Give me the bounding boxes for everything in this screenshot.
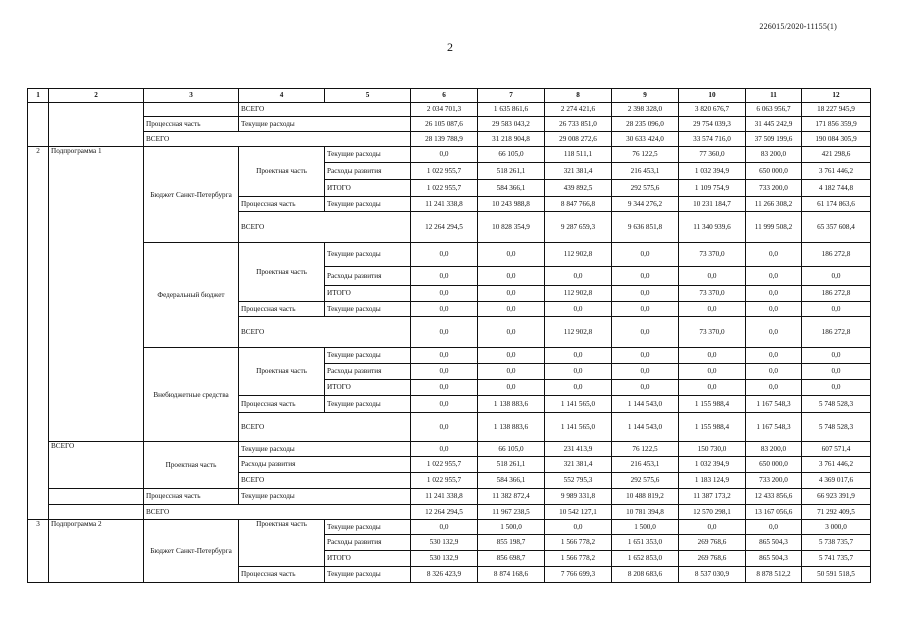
value-cell: 856 698,7 bbox=[478, 551, 545, 567]
row-label: Текущие расходы bbox=[325, 348, 411, 364]
value-cell: 3 761 446,2 bbox=[802, 163, 871, 180]
value-cell: 9 344 276,2 bbox=[612, 197, 679, 212]
value-cell: 71 292 409,5 bbox=[802, 505, 871, 520]
value-cell: 5 738 735,7 bbox=[802, 535, 871, 551]
value-cell: 865 504,3 bbox=[746, 535, 802, 551]
value-cell: 0,0 bbox=[746, 380, 802, 396]
value-cell: 9 636 851,8 bbox=[612, 212, 679, 243]
row-label: Текущие расходы bbox=[325, 567, 411, 583]
value-cell: 0,0 bbox=[612, 302, 679, 317]
value-cell: 1 022 955,7 bbox=[411, 163, 478, 180]
value-cell: 0,0 bbox=[478, 243, 545, 267]
row-label: Процессная часть bbox=[144, 489, 239, 505]
value-cell: 0,0 bbox=[545, 380, 612, 396]
value-cell: 0,0 bbox=[545, 520, 612, 535]
value-cell: 76 122,5 bbox=[612, 442, 679, 457]
value-cell: 1 566 778,2 bbox=[545, 551, 612, 567]
value-cell: 0,0 bbox=[478, 286, 545, 302]
value-cell: 0,0 bbox=[802, 364, 871, 380]
row-label: Расходы развития bbox=[325, 364, 411, 380]
row-label: Текущие расходы bbox=[325, 147, 411, 163]
col-header: 1 bbox=[28, 89, 49, 103]
row-label: Текущие расходы bbox=[325, 243, 411, 267]
value-cell: 26 105 087,6 bbox=[411, 117, 478, 132]
cell-empty bbox=[49, 103, 144, 147]
value-cell: 11 999 508,2 bbox=[746, 212, 802, 243]
table-row bbox=[28, 489, 871, 505]
value-cell: 650 000,0 bbox=[746, 163, 802, 180]
value-cell: 150 730,0 bbox=[679, 442, 746, 457]
value-cell: 73 370,0 bbox=[679, 317, 746, 348]
value-cell: 10 243 988,8 bbox=[478, 197, 545, 212]
value-cell: 1 022 955,7 bbox=[411, 473, 478, 489]
value-cell: 0,0 bbox=[679, 348, 746, 364]
table-row bbox=[28, 520, 871, 535]
funding-source: Внебюджетные средства bbox=[144, 348, 239, 442]
value-cell: 421 298,6 bbox=[802, 147, 871, 163]
value-cell: 3 820 676,7 bbox=[679, 103, 746, 117]
value-cell: 83 200,0 bbox=[746, 147, 802, 163]
value-cell: 439 892,5 bbox=[545, 180, 612, 197]
subprogram-name: Подпрограмма 2 bbox=[49, 520, 144, 583]
value-cell: 1 155 988,4 bbox=[679, 396, 746, 413]
value-cell: 11 266 308,2 bbox=[746, 197, 802, 212]
col-header: 7 bbox=[478, 89, 545, 103]
value-cell: 10 828 354,9 bbox=[478, 212, 545, 243]
row-label: Текущие расходы bbox=[325, 302, 411, 317]
value-cell: 269 768,6 bbox=[679, 535, 746, 551]
value-cell: 0,0 bbox=[612, 348, 679, 364]
col-header: 10 bbox=[679, 89, 746, 103]
row-label: Проектная часть bbox=[239, 520, 325, 567]
col-header: 5 bbox=[325, 89, 411, 103]
table-row bbox=[28, 505, 871, 520]
value-cell: 2 034 701,3 bbox=[411, 103, 478, 117]
col-header: 11 bbox=[746, 89, 802, 103]
value-cell: 3 761 446,2 bbox=[802, 457, 871, 473]
row-label: ИТОГО bbox=[325, 380, 411, 396]
value-cell: 8 326 423,9 bbox=[411, 567, 478, 583]
value-cell: 0,0 bbox=[746, 520, 802, 535]
row-label: ВСЕГО bbox=[49, 442, 144, 489]
col-header: 12 bbox=[802, 89, 871, 103]
value-cell: 12 264 294,5 bbox=[411, 505, 478, 520]
value-cell: 83 200,0 bbox=[746, 442, 802, 457]
col-header: 9 bbox=[612, 89, 679, 103]
value-cell: 73 370,0 bbox=[679, 286, 746, 302]
value-cell: 0,0 bbox=[802, 380, 871, 396]
value-cell: 11 387 173,2 bbox=[679, 489, 746, 505]
cell-empty bbox=[144, 103, 239, 117]
value-cell: 11 340 939,6 bbox=[679, 212, 746, 243]
value-cell: 518 261,1 bbox=[478, 457, 545, 473]
value-cell: 11 382 872,4 bbox=[478, 489, 545, 505]
value-cell: 10 231 184,7 bbox=[679, 197, 746, 212]
value-cell: 112 902,8 bbox=[545, 243, 612, 267]
value-cell: 66 923 391,9 bbox=[802, 489, 871, 505]
value-cell: 1 155 988,4 bbox=[679, 413, 746, 442]
value-cell: 13 167 056,6 bbox=[746, 505, 802, 520]
value-cell: 530 132,9 bbox=[411, 535, 478, 551]
value-cell: 118 511,1 bbox=[545, 147, 612, 163]
value-cell: 1 183 124,9 bbox=[679, 473, 746, 489]
row-label: Текущие расходы bbox=[239, 117, 411, 132]
value-cell: 10 488 819,2 bbox=[612, 489, 679, 505]
row-label: ВСЕГО bbox=[239, 473, 411, 489]
value-cell: 10 781 394,8 bbox=[612, 505, 679, 520]
value-cell: 1 651 353,0 bbox=[612, 535, 679, 551]
row-label: ИТОГО bbox=[325, 180, 411, 197]
cell-empty bbox=[28, 103, 49, 147]
row-label: ВСЕГО bbox=[239, 212, 411, 243]
row-label: Текущие расходы bbox=[239, 489, 411, 505]
value-cell: 1 141 565,0 bbox=[545, 413, 612, 442]
value-cell: 584 366,1 bbox=[478, 473, 545, 489]
row-label: Проектная часть bbox=[239, 348, 325, 396]
value-cell: 1 141 565,0 bbox=[545, 396, 612, 413]
value-cell: 865 504,3 bbox=[746, 551, 802, 567]
table-row bbox=[28, 103, 871, 117]
value-cell: 4 182 744,8 bbox=[802, 180, 871, 197]
value-cell: 0,0 bbox=[679, 364, 746, 380]
page-number: 2 bbox=[447, 40, 453, 54]
value-cell: 530 132,9 bbox=[411, 551, 478, 567]
value-cell: 186 272,8 bbox=[802, 317, 871, 348]
value-cell: 5 741 735,7 bbox=[802, 551, 871, 567]
value-cell: 0,0 bbox=[802, 267, 871, 286]
value-cell: 1 167 548,3 bbox=[746, 396, 802, 413]
row-label: Процессная часть bbox=[239, 197, 325, 212]
row-label: Текущие расходы bbox=[239, 442, 411, 457]
row-label: ВСЕГО bbox=[144, 505, 411, 520]
value-cell: 0,0 bbox=[746, 243, 802, 267]
value-cell: 1 138 883,6 bbox=[478, 413, 545, 442]
value-cell: 76 122,5 bbox=[612, 147, 679, 163]
value-cell: 1 032 394,9 bbox=[679, 457, 746, 473]
value-cell: 12 433 856,6 bbox=[746, 489, 802, 505]
value-cell: 1 032 394,9 bbox=[679, 163, 746, 180]
value-cell: 186 272,8 bbox=[802, 286, 871, 302]
value-cell: 77 360,0 bbox=[679, 147, 746, 163]
value-cell: 7 766 699,3 bbox=[545, 567, 612, 583]
row-label: Текущие расходы bbox=[325, 396, 411, 413]
value-cell: 0,0 bbox=[679, 302, 746, 317]
funding-source: Бюджет Санкт-Петербурга bbox=[144, 520, 239, 583]
value-cell: 0,0 bbox=[411, 380, 478, 396]
value-cell: 0,0 bbox=[478, 317, 545, 348]
value-cell: 50 591 518,5 bbox=[802, 567, 871, 583]
value-cell: 0,0 bbox=[802, 348, 871, 364]
value-cell: 1 167 548,3 bbox=[746, 413, 802, 442]
value-cell: 0,0 bbox=[746, 317, 802, 348]
value-cell: 29 008 272,6 bbox=[545, 132, 612, 147]
value-cell: 66 105,0 bbox=[478, 147, 545, 163]
value-cell: 8 847 766,8 bbox=[545, 197, 612, 212]
value-cell: 0,0 bbox=[612, 286, 679, 302]
value-cell: 1 022 955,7 bbox=[411, 457, 478, 473]
row-label: Процессная часть bbox=[239, 302, 325, 317]
value-cell: 0,0 bbox=[411, 267, 478, 286]
value-cell: 269 768,6 bbox=[679, 551, 746, 567]
value-cell: 650 000,0 bbox=[746, 457, 802, 473]
value-cell: 0,0 bbox=[411, 396, 478, 413]
value-cell: 216 453,1 bbox=[612, 163, 679, 180]
value-cell: 0,0 bbox=[411, 348, 478, 364]
value-cell: 0,0 bbox=[411, 243, 478, 267]
value-cell: 1 652 853,0 bbox=[612, 551, 679, 567]
row-label: Текущие расходы bbox=[325, 520, 411, 535]
col-header: 6 bbox=[411, 89, 478, 103]
value-cell: 216 453,1 bbox=[612, 457, 679, 473]
value-cell: 12 570 298,1 bbox=[679, 505, 746, 520]
row-label: ВСЕГО bbox=[239, 103, 411, 117]
value-cell: 1 138 883,6 bbox=[478, 396, 545, 413]
value-cell: 28 139 788,9 bbox=[411, 132, 478, 147]
value-cell: 2 398 328,0 bbox=[612, 103, 679, 117]
row-label: Проектная часть bbox=[239, 147, 325, 197]
row-number: 3 bbox=[28, 520, 49, 583]
value-cell: 0,0 bbox=[612, 267, 679, 286]
value-cell: 0,0 bbox=[746, 364, 802, 380]
col-header: 3 bbox=[144, 89, 239, 103]
row-label: Проектная часть bbox=[239, 243, 325, 302]
value-cell: 0,0 bbox=[802, 302, 871, 317]
table-row bbox=[28, 442, 871, 457]
value-cell: 12 264 294,5 bbox=[411, 212, 478, 243]
row-label: Расходы развития bbox=[325, 163, 411, 180]
value-cell: 0,0 bbox=[545, 302, 612, 317]
value-cell: 607 571,4 bbox=[802, 442, 871, 457]
value-cell: 733 200,0 bbox=[746, 180, 802, 197]
value-cell: 0,0 bbox=[545, 364, 612, 380]
value-cell: 10 542 127,1 bbox=[545, 505, 612, 520]
value-cell: 0,0 bbox=[612, 317, 679, 348]
funding-source: Федеральный бюджет bbox=[144, 243, 239, 348]
value-cell: 112 902,8 bbox=[545, 286, 612, 302]
subprogram-name: Подпрограмма 1 bbox=[49, 147, 144, 442]
row-label: ВСЕГО bbox=[144, 132, 411, 147]
value-cell: 584 366,1 bbox=[478, 180, 545, 197]
value-cell: 0,0 bbox=[478, 380, 545, 396]
value-cell: 0,0 bbox=[411, 302, 478, 317]
row-label: ИТОГО bbox=[325, 551, 411, 567]
col-header: 8 bbox=[545, 89, 612, 103]
col-header: 2 bbox=[49, 89, 144, 103]
value-cell: 6 063 956,7 bbox=[746, 103, 802, 117]
value-cell: 171 856 359,9 bbox=[802, 117, 871, 132]
value-cell: 0,0 bbox=[411, 442, 478, 457]
value-cell: 1 635 861,6 bbox=[478, 103, 545, 117]
value-cell: 11 967 238,5 bbox=[478, 505, 545, 520]
row-label: Проектная часть bbox=[144, 442, 239, 489]
value-cell: 733 200,0 bbox=[746, 473, 802, 489]
value-cell: 0,0 bbox=[478, 267, 545, 286]
value-cell: 8 537 030,9 bbox=[679, 567, 746, 583]
value-cell: 11 241 338,8 bbox=[411, 197, 478, 212]
value-cell: 1 144 543,0 bbox=[612, 396, 679, 413]
value-cell: 0,0 bbox=[411, 317, 478, 348]
value-cell: 0,0 bbox=[612, 243, 679, 267]
value-cell: 30 633 424,0 bbox=[612, 132, 679, 147]
value-cell: 292 575,6 bbox=[612, 473, 679, 489]
value-cell: 231 413,9 bbox=[545, 442, 612, 457]
value-cell: 8 878 512,2 bbox=[746, 567, 802, 583]
value-cell: 1 109 754,9 bbox=[679, 180, 746, 197]
header-row bbox=[28, 89, 871, 103]
value-cell: 5 748 528,3 bbox=[802, 413, 871, 442]
value-cell: 73 370,0 bbox=[679, 243, 746, 267]
value-cell: 321 381,4 bbox=[545, 457, 612, 473]
value-cell: 31 218 904,8 bbox=[478, 132, 545, 147]
value-cell: 0,0 bbox=[612, 380, 679, 396]
value-cell: 321 381,4 bbox=[545, 163, 612, 180]
row-label: Процессная часть bbox=[239, 567, 325, 583]
value-cell: 0,0 bbox=[545, 267, 612, 286]
value-cell: 2 274 421,6 bbox=[545, 103, 612, 117]
value-cell: 31 445 242,9 bbox=[746, 117, 802, 132]
table-row bbox=[28, 243, 871, 267]
value-cell: 8 874 168,6 bbox=[478, 567, 545, 583]
value-cell: 9 287 659,3 bbox=[545, 212, 612, 243]
col-header: 4 bbox=[239, 89, 325, 103]
value-cell: 0,0 bbox=[411, 147, 478, 163]
value-cell: 1 144 543,0 bbox=[612, 413, 679, 442]
value-cell: 65 357 608,4 bbox=[802, 212, 871, 243]
value-cell: 5 748 528,3 bbox=[802, 396, 871, 413]
value-cell: 0,0 bbox=[478, 302, 545, 317]
row-label: Процессная часть bbox=[239, 396, 325, 413]
value-cell: 18 227 945,9 bbox=[802, 103, 871, 117]
value-cell: 0,0 bbox=[746, 267, 802, 286]
cell-empty bbox=[49, 489, 144, 505]
value-cell: 37 509 199,6 bbox=[746, 132, 802, 147]
value-cell: 8 208 683,6 bbox=[612, 567, 679, 583]
value-cell: 112 902,8 bbox=[545, 317, 612, 348]
row-number: 2 bbox=[28, 147, 49, 520]
value-cell: 0,0 bbox=[746, 348, 802, 364]
value-cell: 552 795,3 bbox=[545, 473, 612, 489]
row-label: Процессная часть bbox=[144, 117, 239, 132]
value-cell: 0,0 bbox=[478, 348, 545, 364]
value-cell: 1 500,0 bbox=[478, 520, 545, 535]
value-cell: 1 022 955,7 bbox=[411, 180, 478, 197]
value-cell: 4 369 017,6 bbox=[802, 473, 871, 489]
table-row bbox=[28, 132, 871, 147]
value-cell: 9 989 331,8 bbox=[545, 489, 612, 505]
value-cell: 28 235 096,0 bbox=[612, 117, 679, 132]
funding-source: Бюджет Санкт-Петербурга bbox=[144, 147, 239, 243]
value-cell: 186 272,8 bbox=[802, 243, 871, 267]
table-row bbox=[28, 147, 871, 163]
row-label: Расходы развития bbox=[325, 267, 411, 286]
value-cell: 1 500,0 bbox=[612, 520, 679, 535]
row-label: Расходы развития bbox=[325, 535, 411, 551]
row-label: Расходы развития bbox=[239, 457, 411, 473]
value-cell: 518 261,1 bbox=[478, 163, 545, 180]
value-cell: 61 174 863,6 bbox=[802, 197, 871, 212]
value-cell: 3 000,0 bbox=[802, 520, 871, 535]
value-cell: 29 754 039,3 bbox=[679, 117, 746, 132]
row-label: ВСЕГО bbox=[239, 413, 411, 442]
table-row bbox=[28, 117, 871, 132]
value-cell: 0,0 bbox=[746, 286, 802, 302]
row-label: Текущие расходы bbox=[325, 197, 411, 212]
value-cell: 0,0 bbox=[746, 302, 802, 317]
value-cell: 0,0 bbox=[411, 413, 478, 442]
cell-empty bbox=[49, 505, 144, 520]
row-label: ВСЕГО bbox=[239, 317, 411, 348]
value-cell: 190 084 305,9 bbox=[802, 132, 871, 147]
value-cell: 855 198,7 bbox=[478, 535, 545, 551]
value-cell: 26 733 851,0 bbox=[545, 117, 612, 132]
value-cell: 292 575,6 bbox=[612, 180, 679, 197]
document-number: 226015/2020-11155(1) bbox=[759, 22, 837, 31]
value-cell: 0,0 bbox=[411, 286, 478, 302]
table-row bbox=[28, 348, 871, 364]
value-cell: 0,0 bbox=[679, 380, 746, 396]
value-cell: 11 241 338,8 bbox=[411, 489, 478, 505]
value-cell: 0,0 bbox=[478, 364, 545, 380]
value-cell: 66 105,0 bbox=[478, 442, 545, 457]
value-cell: 0,0 bbox=[679, 520, 746, 535]
value-cell: 29 583 043,2 bbox=[478, 117, 545, 132]
value-cell: 0,0 bbox=[411, 364, 478, 380]
value-cell: 0,0 bbox=[612, 364, 679, 380]
budget-table bbox=[27, 88, 871, 583]
value-cell: 1 566 778,2 bbox=[545, 535, 612, 551]
value-cell: 0,0 bbox=[411, 520, 478, 535]
value-cell: 0,0 bbox=[545, 348, 612, 364]
row-label: ИТОГО bbox=[325, 286, 411, 302]
value-cell: 0,0 bbox=[679, 267, 746, 286]
value-cell: 33 574 716,0 bbox=[679, 132, 746, 147]
